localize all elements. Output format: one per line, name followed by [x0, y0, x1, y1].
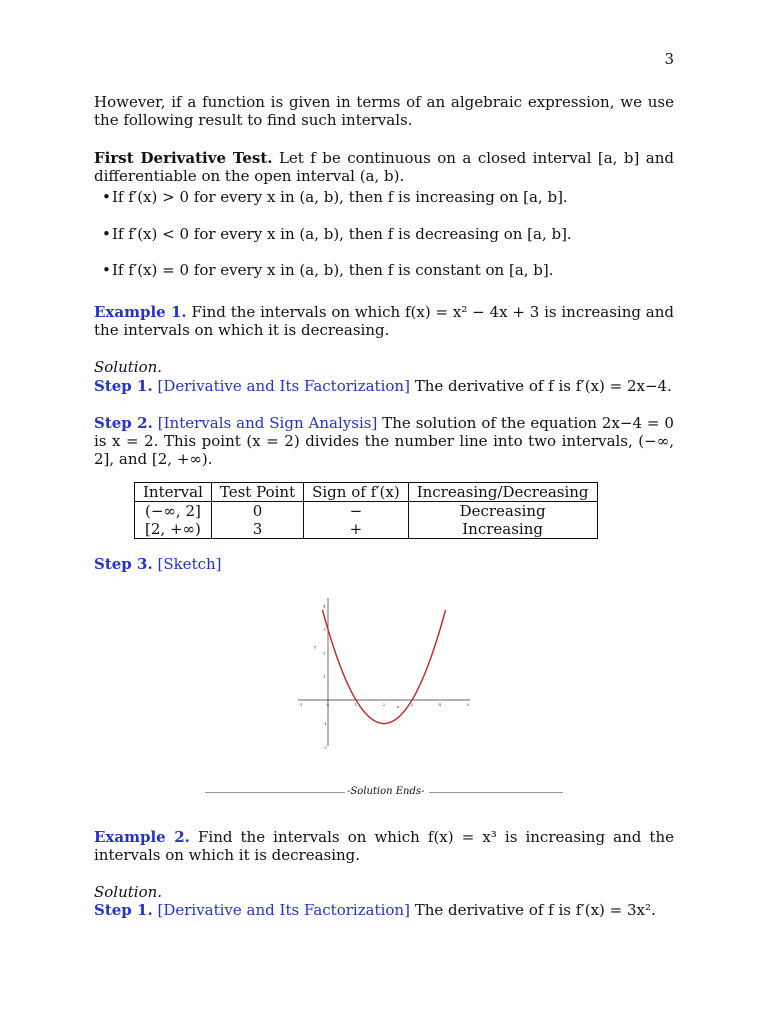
step2-text: The solution of the equation 2x−4 = 0 is x = 2. This point (x = 2) divides the number line into two intervals, (−∞, 2], and [2, +∞).	[94, 414, 674, 468]
ex2-step1-title: [Derivative and Its Factorization]	[157, 901, 410, 919]
y-tick-label: -2	[323, 744, 327, 750]
divider-line-right	[429, 792, 563, 793]
table-cell: 3	[211, 520, 303, 539]
example1-solution-label: Solution.	[94, 358, 163, 376]
x-tick-label: 5	[466, 702, 470, 707]
step3-title: [Sketch]	[157, 555, 222, 573]
solution-ends-text: -Solution Ends-	[347, 786, 425, 797]
example1-label: Example 1.	[94, 303, 187, 321]
parabola-sketch	[296, 594, 472, 750]
x-tick-label: 2	[382, 702, 386, 707]
example1-statement	[94, 303, 674, 339]
example1-step1	[94, 377, 674, 395]
table-cell: (−∞, 2]	[135, 502, 212, 521]
step2-title: [Intervals and Sign Analysis]	[157, 414, 378, 432]
example2-statement	[94, 828, 674, 864]
y-tick-label: 2	[323, 650, 326, 656]
x-tick-label: 4	[438, 702, 442, 707]
x-axis-label: x	[397, 704, 400, 709]
first-derivative-test	[94, 149, 674, 185]
example2-label: Example 2.	[94, 828, 190, 846]
fdt-text: Let f be continuous on a closed interval [a, b] and differentiable on the open interval (a, b).	[94, 149, 674, 185]
table-header-sign: Sign of f′(x)	[304, 483, 409, 502]
x-tick-label: 3	[410, 702, 414, 707]
example2-step1	[94, 901, 674, 919]
fdt-heading: First Derivative Test.	[94, 149, 273, 167]
intro-paragraph: However, if a function is given in terms of an algebraic expression, we use the following result to find such intervals.	[94, 93, 674, 129]
fdt-bullet-decreasing: • If f′(x) < 0 for every x in (a, b), then f is decreasing on [a, b].	[112, 225, 572, 243]
table-row	[135, 502, 598, 521]
divider-line-left	[205, 792, 345, 793]
step2-label: Step 2.	[94, 414, 153, 432]
fdt-bullet-increasing: • If f′(x) > 0 for every x in (a, b), then f is increasing on [a, b].	[112, 188, 568, 206]
example2-solution-label: Solution.	[94, 883, 163, 901]
table-header-interval: Interval	[135, 483, 212, 502]
page-number: 3	[664, 50, 674, 68]
x-tick-label: 0	[326, 702, 330, 707]
ex2-step1-label: Step 1.	[94, 901, 153, 919]
table-cell: Increasing	[408, 520, 597, 539]
table-cell: Decreasing	[408, 502, 597, 521]
step1-title: [Derivative and Its Factorization]	[157, 377, 410, 395]
example2-text: Find the intervals on which f(x) = x³ is increasing and the intervals on which it is decreasing.	[94, 828, 675, 864]
table-cell: +	[304, 520, 409, 539]
step3-label: Step 3.	[94, 555, 153, 573]
example1-step2	[94, 414, 674, 468]
x-tick-label: 1	[354, 702, 358, 707]
example1-step3	[94, 555, 674, 573]
table-header-test-point: Test Point	[211, 483, 303, 502]
table-cell: −	[304, 502, 409, 521]
example1-text: Find the intervals on which f(x) = x² − 4x + 3 is increasing and the intervals on which it is decreasing.	[94, 303, 674, 339]
sign-analysis-table	[134, 482, 598, 539]
ex2-step1-text: The derivative of f is f′(x) = 3x².	[414, 901, 656, 919]
table-header-behavior: Increasing/Decreasing	[408, 483, 597, 502]
table-cell: 0	[211, 502, 303, 521]
x-tick-label: -1	[298, 702, 303, 707]
y-tick-label: 1	[323, 674, 326, 679]
y-axis-label: y	[314, 644, 317, 649]
fdt-bullet-constant: • If f′(x) = 0 for every x in (a, b), then f is constant on [a, b].	[112, 261, 554, 279]
y-tick-label: -1	[323, 721, 327, 726]
table-cell: [2, +∞)	[135, 520, 212, 539]
table-header-row	[135, 483, 598, 502]
step1-text: The derivative of f is f′(x) = 2x−4.	[414, 377, 672, 395]
step1-label: Step 1.	[94, 377, 153, 395]
y-tick-label: 3	[323, 627, 326, 632]
table-row	[135, 520, 598, 539]
y-tick-label: 4	[323, 603, 326, 609]
